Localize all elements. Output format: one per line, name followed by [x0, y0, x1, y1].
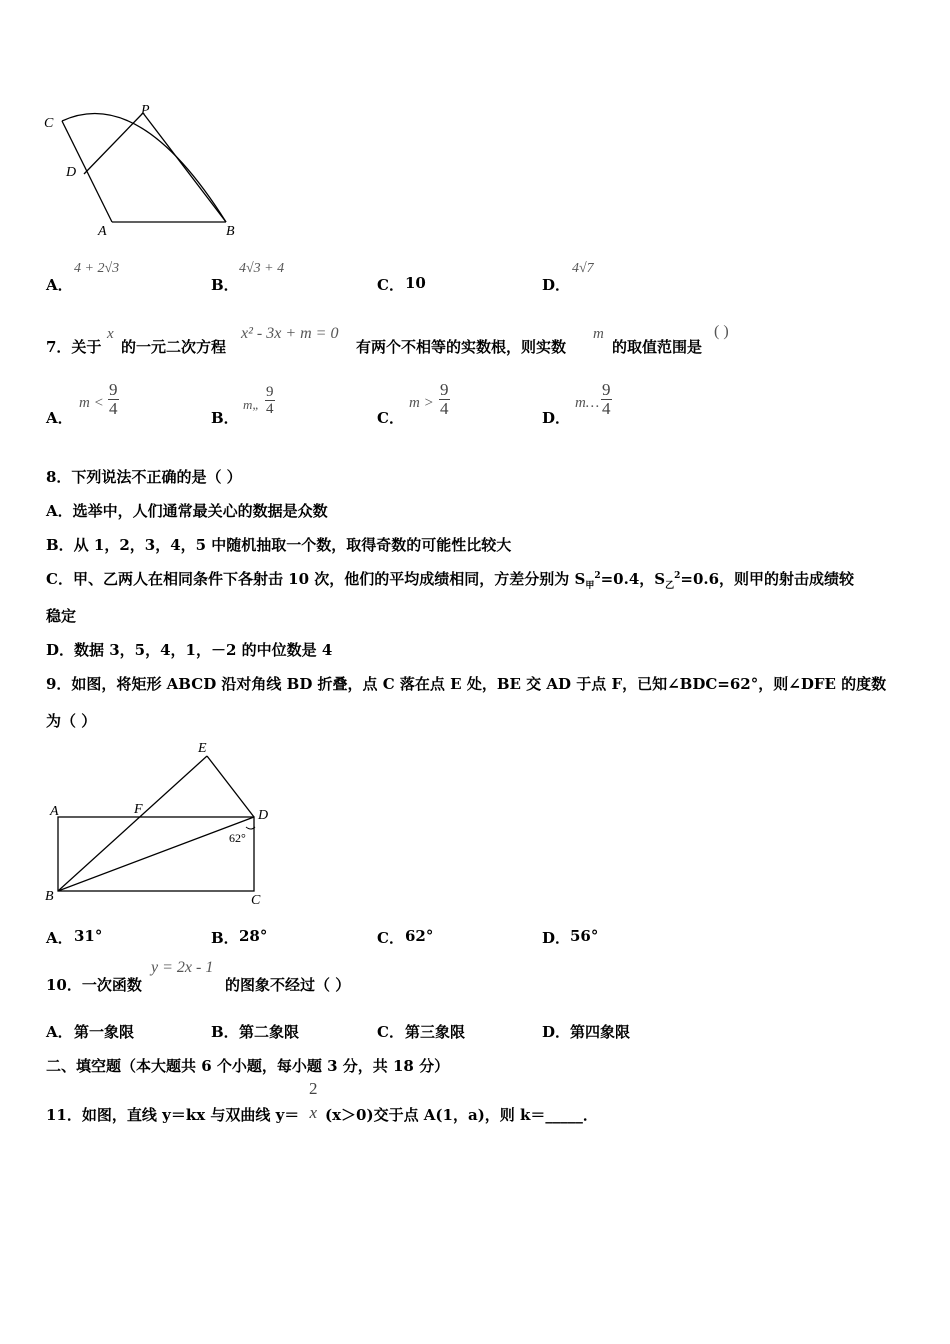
label-A: A	[98, 224, 107, 239]
q7-option-b-fraction	[265, 384, 275, 417]
q10-option-d-value: 第四象限	[570, 1023, 631, 1041]
q9-option-b-value: 28°	[239, 927, 268, 945]
q10-option-d-letter: D．	[542, 1023, 571, 1041]
q11-suffix: (x＞0)交于点 A(1，a)，则 k＝_____．	[325, 1106, 598, 1124]
q9-stem-line2: 为（ ）	[46, 712, 97, 730]
q11-num: 2	[309, 1079, 318, 1098]
label-B: B	[226, 224, 235, 239]
q9-option-c-value: 62°	[405, 927, 434, 945]
q7-option-c-expr: m >	[409, 395, 434, 411]
q11-fraction	[308, 1080, 319, 1122]
q8-sup-2: 2	[674, 571, 681, 581]
q8-option-a: A．选举中，人们通常最关心的数据是众数	[46, 502, 328, 520]
q10-option-a-value: 第一象限	[74, 1023, 135, 1041]
q9-option-a-value: 31°	[74, 927, 103, 945]
q6-option-c-value: 10	[405, 274, 426, 292]
q10-option-b-value: 第二象限	[239, 1023, 300, 1041]
q9-rectangle-fold-diagram	[42, 740, 282, 915]
label-D: D	[66, 165, 77, 180]
q8-option-c-pre: C．甲、乙两人在相同条件下各射击 10 次，他们的平均成绩相同，方差分别为 S	[46, 570, 586, 588]
q8-option-b: B．从 1，2，3，4，5 中随机抽取一个数，取得奇数的可能性比较大	[46, 536, 512, 554]
q11-den: x	[309, 1103, 318, 1122]
q7-option-b-den: 4	[266, 401, 274, 417]
q8-option-c-mid: =0.4，S	[600, 570, 666, 588]
q8-option-c-line1	[46, 568, 854, 591]
q7-option-b-expr: m„	[243, 397, 260, 412]
q9-label-F: F	[134, 802, 143, 817]
q7-option-d-expr: m…	[575, 395, 600, 411]
q10-option-c-letter: C．	[377, 1023, 404, 1041]
q7-option-b-letter: B．	[211, 409, 239, 427]
section-2-title: 二、填空题（本大题共 6 个小题，每小题 3 分，共 18 分）	[46, 1057, 450, 1075]
q8-stem: 8．下列说法不正确的是（ ）	[46, 468, 242, 486]
q6-option-c-letter: C．	[377, 276, 404, 294]
q8-sub-yi: 乙	[665, 581, 675, 591]
q10-prefix: 10．一次函数	[46, 976, 142, 994]
q7-var-x: x	[107, 326, 114, 342]
q7-option-d-fraction	[601, 381, 612, 418]
q7-mid2: 有两个不相等的实数根，则实数	[356, 338, 567, 356]
q6-option-b-letter: B．	[211, 276, 239, 294]
q6-option-a-value: 4 + 2√3	[74, 261, 120, 276]
q10-option-a-letter: A．	[46, 1023, 73, 1041]
q7-answer-paren: ( )	[714, 323, 729, 340]
q7-option-d-num: 9	[602, 380, 611, 399]
q9-label-D: D	[258, 808, 269, 823]
q7-var-m: m	[593, 326, 604, 342]
q8-option-d: D．数据 3，5，4，1，－2 的中位数是 4	[46, 641, 333, 659]
q11-prefix: 11．如图，直线 y＝kx 与双曲线 y＝	[46, 1106, 300, 1124]
q6-option-d-value: 4√7	[572, 261, 594, 276]
q8-option-c-post: =0.6，则甲的射击成绩较	[680, 570, 855, 588]
q9-option-c-letter: C．	[377, 929, 404, 947]
q10-suffix: 的图象不经过（ ）	[225, 976, 351, 994]
label-P: P	[141, 103, 150, 118]
q10-option-c-value: 第三象限	[405, 1023, 466, 1041]
q7-suffix: 的取值范围是	[612, 338, 703, 356]
q7-option-c-den: 4	[440, 399, 449, 418]
q9-angle-label: 62°	[229, 831, 246, 845]
q9-option-d-letter: D．	[542, 929, 571, 947]
q9-stem-line1: 9．如图，将矩形 ABCD 沿对角线 BD 折叠，点 C 落在点 E 处，BE 交 AD 于点 F，已知∠BDC=62°，则∠DFE 的度数	[46, 675, 887, 693]
q7-option-c-fraction	[439, 381, 450, 418]
q7-option-a-letter: A．	[46, 409, 73, 427]
q6-option-b-value: 4√3 + 4	[239, 261, 285, 276]
q10-option-b-letter: B．	[211, 1023, 239, 1041]
q7-option-c-num: 9	[440, 380, 449, 399]
q6-option-d-letter: D．	[542, 276, 571, 294]
q9-option-b-letter: B．	[211, 929, 239, 947]
q9-label-A: A	[50, 804, 59, 819]
q8-option-c-line2: 稳定	[46, 607, 77, 625]
q8-sup-1: 2	[594, 571, 601, 581]
q9-label-C: C	[251, 893, 261, 908]
label-C: C	[44, 116, 54, 131]
q9-option-d-value: 56°	[570, 927, 599, 945]
q9-label-E: E	[198, 741, 207, 756]
q7-option-c-letter: C．	[377, 409, 404, 427]
q10-equation: y = 2x - 1	[151, 959, 214, 976]
q7-option-a-fraction	[108, 381, 119, 418]
q7-equation: x² - 3x + m = 0	[241, 325, 339, 342]
q7-option-d-letter: D．	[542, 409, 571, 427]
q7-option-b-num: 9	[266, 384, 274, 400]
q7-option-d-den: 4	[602, 399, 611, 418]
q6-option-a-letter: A．	[46, 276, 73, 294]
q8-sub-jia: 甲	[585, 581, 595, 591]
q9-label-B: B	[45, 889, 54, 904]
q7-mid: 的一元二次方程	[121, 338, 227, 356]
q7-option-a-expr: m <	[79, 395, 104, 411]
q7-prefix: 7．关于	[46, 338, 102, 356]
q7-option-a-num: 9	[109, 380, 118, 399]
q7-option-a-den: 4	[109, 399, 118, 418]
q9-option-a-letter: A．	[46, 929, 73, 947]
